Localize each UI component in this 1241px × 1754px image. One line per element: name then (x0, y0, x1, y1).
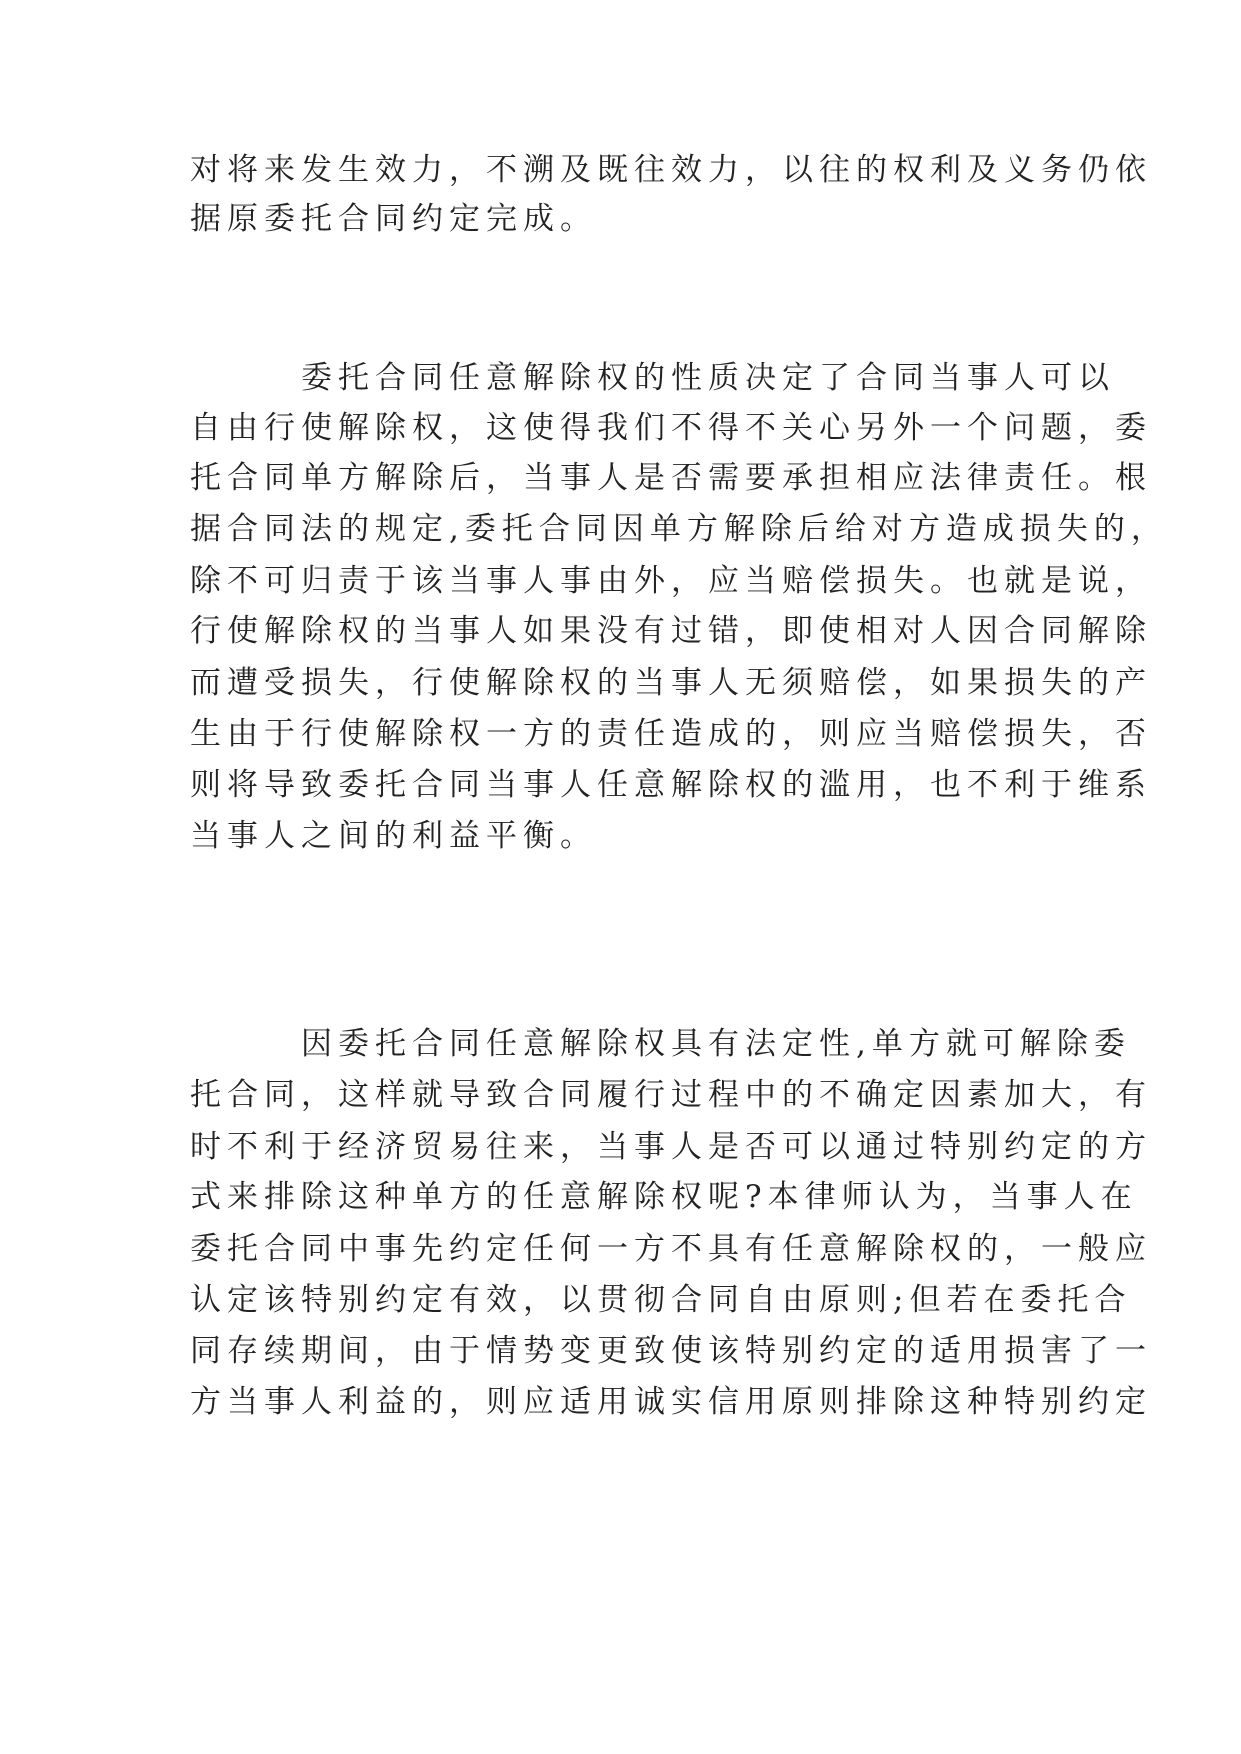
paragraph-line: 式来排除这种单方的任意解除权呢?本律师认为，当事人在 (190, 1179, 1138, 1215)
paragraph-line: 方当事人利益的，则应适用诚实信用原则排除这种特别约定 (190, 1384, 1152, 1420)
paragraph-line: 而遭受损失，行使解除权的当事人无须赔偿，如果损失的产 (190, 665, 1152, 701)
paragraph-line: 据原委托合同约定完成。 (190, 201, 597, 237)
paragraph-line: 因委托合同任意解除权具有法定性,单方就可解除委 (301, 1026, 1131, 1062)
paragraph-line: 认定该特别约定有效，以贯彻合同自由原则;但若在委托合 (190, 1282, 1132, 1318)
paragraph-line: 对将来发生效力，不溯及既往效力，以往的权利及义务仍依 (190, 152, 1152, 188)
paragraph-line: 委托合同中事先约定任何一方不具有任意解除权的，一般应 (190, 1231, 1152, 1267)
paragraph-line: 行使解除权的当事人如果没有过错，即使相对人因合同解除 (190, 613, 1152, 649)
paragraph-line: 托合同，这样就导致合同履行过程中的不确定因素加大，有 (190, 1077, 1152, 1113)
paragraph-line: 委托合同任意解除权的性质决定了合同当事人可以 (301, 360, 1115, 396)
paragraph-line: 自由行使解除权，这使得我们不得不关心另外一个问题，委 (190, 410, 1152, 446)
paragraph-line: 时不利于经济贸易往来，当事人是否可以通过特别约定的方 (190, 1129, 1152, 1165)
paragraph-line: 托合同单方解除后，当事人是否需要承担相应法律责任。根 (190, 460, 1152, 496)
paragraph-line: 生由于行使解除权一方的责任造成的，则应当赔偿损失，否 (190, 716, 1152, 752)
paragraph-line: 据合同法的规定,委托合同因单方解除后给对方造成损失的， (190, 511, 1168, 547)
paragraph-line: 则将导致委托合同当事人任意解除权的滥用，也不利于维系 (190, 767, 1152, 803)
paragraph-line: 除不可归责于该当事人事由外，应当赔偿损失。也就是说， (190, 563, 1152, 599)
paragraph-line: 同存续期间，由于情势变更致使该特别约定的适用损害了一 (190, 1333, 1152, 1369)
paragraph-line: 当事人之间的利益平衡。 (190, 818, 597, 854)
